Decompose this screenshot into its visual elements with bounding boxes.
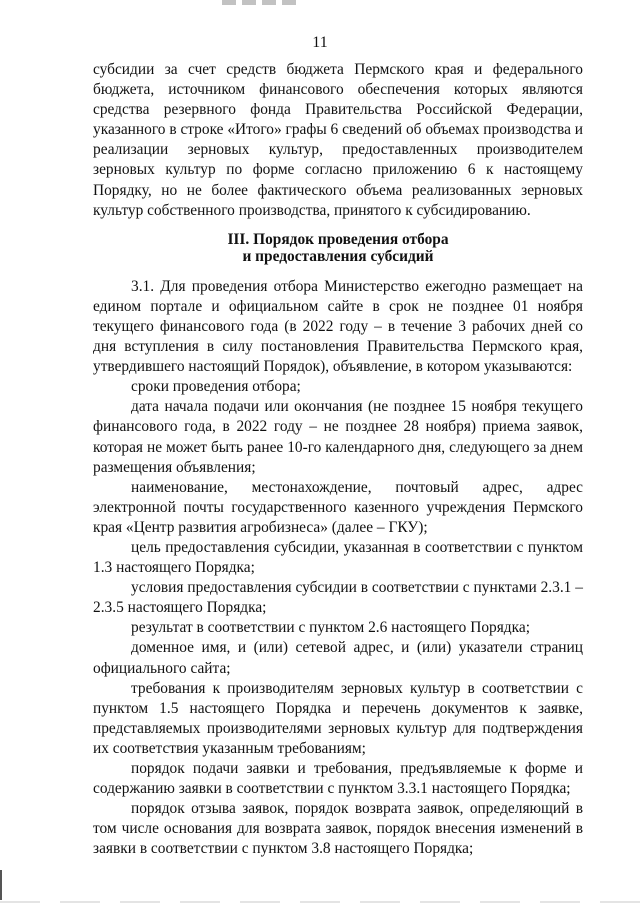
intro-paragraph: субсидии за счет средств бюджета Пермского края и федерального бюджета, источником финансового обеспечения которых являются средства резервного фонда Правительства Российской Федерации, указанного в строке «Итого» графы 6 сведений об объемах производства и реализации зерновых культур, предоставленных производителем зерновых культур по форме согласно приложению 6 к настоящему Порядку, но не более фактического объема реализованных зерновых культур собственного производства, принятого к субсидированию. (93, 61, 583, 219)
section-title-line-2: и предоставления субсидий (242, 247, 434, 265)
paragraph-3-1: 3.1. Для проведения отбора Министерство ежегодно размещает на едином портале и официальном сайте в срок не позднее 01 ноября текущего финансового года (в 2022 году – в течение 3 рабочих дней со дня вступления в силу постановления Правительства Пермского края, утвердившего настоящий Порядок), объявление, в котором указываются: (93, 277, 583, 376)
list-item-gku-contacts: наименование, местонахождение, почтовый адрес, адрес электронной почты государственного казенного учреждения Пермского края «Центр развития агробизнеса» (далее – ГКУ); (93, 478, 583, 536)
list-item-subsidy-conditions: условия предоставления субсидии в соответствии с пунктами 2.3.1 – 2.3.5 настоящего Порядка; (93, 579, 583, 617)
scan-artifact-bottom-edge (0, 901, 640, 903)
scan-artifact-left-edge (0, 870, 2, 900)
section-title (93, 231, 583, 265)
list-item-subsidy-purpose: цель предоставления субсидии, указанная в соответствии с пунктом 1.3 настоящего Порядка; (93, 538, 583, 577)
section-title-line-1: III. Порядок проведения отбора (227, 230, 449, 248)
list-item-result: результат в соответствии с пунктом 2.6 настоящего Порядка; (131, 619, 530, 637)
list-item-withdrawal-procedure: порядок отзыва заявок, порядок возврата заявок, определяющий в том числе основания для возврата заявок, порядок внесения изменений в заявки в соответствии с пунктом 3.8 настоящего Порядка; (93, 800, 583, 858)
page-number: 11 (312, 34, 328, 51)
scan-artifact-top (222, 0, 296, 5)
document-body (93, 60, 583, 859)
list-item-selection-dates: сроки проведения отбора; (131, 378, 301, 396)
list-item-application-procedure: порядок подачи заявки и требования, предъявляемые к форме и содержанию заявки в соответствии с пунктом 3.3.1 настоящего Порядка; (93, 760, 583, 798)
list-item-domain-name: доменное имя, и (или) сетевой адрес, и (или) указатели страниц официального сайта; (93, 639, 583, 677)
list-item-application-dates: дата начала подачи или окончания (не позднее 15 ноября текущего финансового года, в 2022 году – не позднее 28 ноября) приема заявок, которая не может быть ранее 10-го календарного дня, следующего за днем размещения объявления; (93, 398, 583, 476)
list-item-producer-requirements: требования к производителям зерновых культур в соответствии с пунктом 1.5 настоящего Порядка и перечень документов к заявке, представляемых производителями зерновых культур для подтверждения их соответствия указанным требованиям; (93, 679, 583, 757)
